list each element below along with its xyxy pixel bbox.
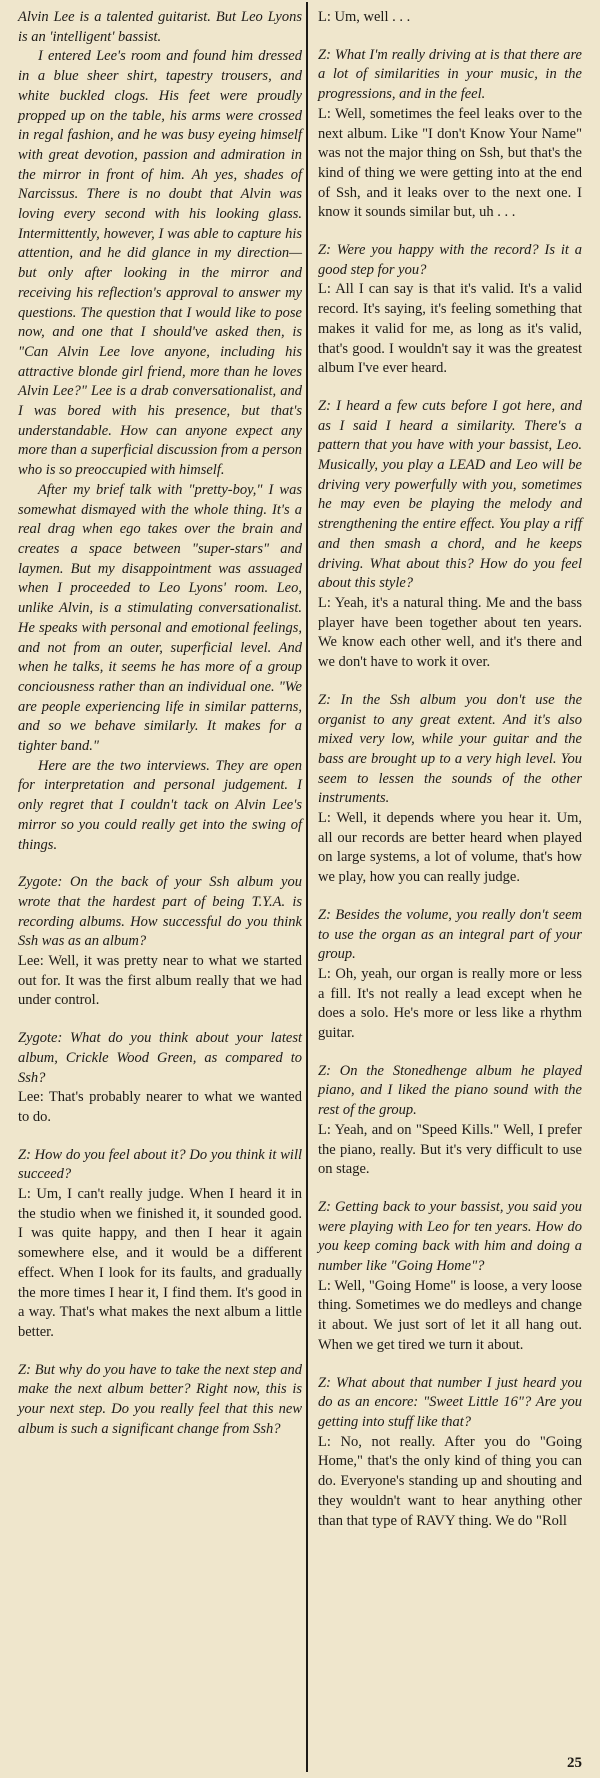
- answer: L: Um, well . . .: [318, 9, 411, 25]
- intro-paragraph: Here are the two interviews. They are open for interpretation and personal judgement. I only regret that I couldn't tack on Alvin Lee's mirror so you could really get into the swing of things.: [18, 757, 302, 853]
- question: Zygote: On the back of your Ssh album you wrote that the hardest part of being T.Y.A. is recording albums. How successful do you think Ssh was as an album?: [18, 874, 302, 950]
- qa-block: [318, 1062, 582, 1180]
- question: Z: Besides the volume, you really don't seem to use the organ as an integral part of your group.: [318, 906, 582, 963]
- answer: L: Well, sometimes the feel leaks over to the next album. Like "I don't Know Your Name" was not the major thing on Ssh, but that's the kind of thing we were getting into at the end of Ssh, and it leaks over to the next one. I know it sounds similar but, uh . . .: [318, 105, 582, 221]
- qa-block: [18, 1146, 302, 1343]
- answer: L: Um, I can't really judge. When I heard it in the studio when we finished it, it sounded good. I was quite happy, and then I hear it again somewhere else, and it would be a different effect. When I look for its faults, and gradually the more times I hear it, I find them. It's good in a way. That's what makes the next album a little better.: [18, 1186, 302, 1340]
- question: Z: Were you happy with the record? Is it a good step for you?: [318, 242, 582, 278]
- left-column: [18, 8, 302, 1440]
- answer: L: Oh, yeah, our organ is really more or less a fill. It's not really a lead except when he does a solo. He's more or less like a rhythm guitar.: [318, 965, 582, 1042]
- right-column: [318, 8, 582, 1531]
- answer: L: No, not really. After you do "Going Home," that's the only kind of thing you can do. Everyone's standing up and shouting and they wouldn't want to hear anything other than that type of RAVY thing. We do "Roll: [318, 1433, 582, 1529]
- answer: Lee: That's probably nearer to what we wanted to do.: [18, 1089, 302, 1125]
- qa-block: [18, 873, 302, 1011]
- question: Z: Getting back to your bassist, you said you were playing with Leo for ten years. How do you keep coming back with him and doing a number like "Going Home"?: [318, 1198, 582, 1275]
- question: Z: How do you feel about it? Do you think it will succeed?: [18, 1146, 302, 1183]
- page-number: 25: [567, 1755, 582, 1771]
- answer: L: Well, it depends where you hear it. Um, all our records are better heard when played on large systems, a lot of volume, that's how we play, how you can really judge.: [318, 810, 582, 886]
- column-divider: [306, 2, 308, 1772]
- qa-block: [318, 1374, 582, 1532]
- question: Zygote: What do you think about your latest album, Crickle Wood Green, as compared to Ssh?: [18, 1030, 302, 1086]
- intro-paragraph: Alvin Lee is a talented guitarist. But Leo Lyons is an 'intelligent' bassist.: [18, 9, 302, 45]
- answer: L: Yeah, it's a natural thing. Me and the bass player have been together about ten years. We know each other well, and it's there and we don't have to work it over.: [318, 594, 582, 671]
- intro-paragraph: I entered Lee's room and found him dressed in a blue sheer shirt, tapestry trousers, and white buckled clogs. His feet were proudly propped up on the table, his arms were crossed in regal fashion, and he was busy eyeing himself with great devotion, passion and admiration in the mirror in front of him. Ah yes, shades of Narcissus. There is no doubt that Alvin was loving every second with his looking glass. Intermittently, however, I was able to capture his attention, and he did glance in my direction—but only after looking in the mirror and receiving his reflection's approval to answer my questions. The question that I would like to pose now, and one that I should've asked then, is "Can Alvin Lee love anyone, including his attractive blonde girl friend, more than he loves Alvin Lee?" Lee is a drab conversationalist, and I was bored with his presence, but that's understandable. How can anyone expect any more than a superficial discussion from a person who is so preoccupied with himself.: [18, 48, 302, 479]
- qa-block: [318, 691, 582, 888]
- qa-block: [318, 241, 582, 379]
- qa-block: [318, 46, 582, 223]
- answer: Lee: Well, it was pretty near to what we started out for. It was the first album really that we had under control.: [18, 953, 302, 1009]
- question: Z: On the Stonedhenge album he played piano, and I liked the piano sound with the rest of the group.: [318, 1062, 582, 1119]
- qa-block: [318, 397, 582, 673]
- qa-block: [18, 1361, 302, 1440]
- question: Z: In the Ssh album you don't use the organist to any great extent. And it's also mixed very low, while your guitar and the bass are brought up to a very high level. You seem to lessen the sounds of the other instruments.: [318, 691, 582, 807]
- intro-paragraph: After my brief talk with "pretty-boy," I was somewhat dismayed with the whole thing. It's a real drag when ego takes over the brain and creates a space between "super-stars" and laymen. But my disappointment was assuaged when I proceeded to Leo Lyons' room. Leo, unlike Alvin, is a stimulating conversationalist. He speaks with personal and emotional feelings, and not from an outer, superficial level. And when he talks, it seems he has more of a group conciousness rather than an individual one. "We are people experiencing life in similar patterns, and so we behave similarly. It makes for a tighter band.": [18, 481, 302, 755]
- intro-text: [18, 8, 302, 855]
- question: Z: But why do you have to take the next step and make the next album better? Right now, this is your next step. Do you really feel that this new album is such a significant change from Ssh?: [18, 1361, 302, 1437]
- question: Z: What about that number I just heard you do as an encore: "Sweet Little 16"? Are you getting into stuff like that?: [318, 1374, 582, 1430]
- qa-block: [318, 8, 582, 28]
- question: Z: What I'm really driving at is that there are a lot of similarities in your music, in the progressions, and in the feel.: [318, 46, 582, 103]
- question: Z: I heard a few cuts before I got here, and as I said I heard a similarity. There's a pattern that you have with your bassist, Leo. Musically, you play a LEAD and Leo will be driving very powerfully with you, sometimes he may even be playing the melody and strengthening the entire effect. You play a riff and then smash a chord, and he keeps driving. What about this? How do you feel about this style?: [318, 397, 582, 592]
- answer: L: All I can say is that it's valid. It's a valid record. It's saying, it's feeling something that makes it valid for me, as long as it's valid, that's good. I wouldn't say it was the greatest album I've ever heard.: [318, 281, 582, 377]
- answer: L: Yeah, and on "Speed Kills." Well, I prefer the piano, really. But it's very difficult to use on stage.: [318, 1121, 582, 1178]
- qa-block: [318, 906, 582, 1044]
- qa-block: [18, 1029, 302, 1128]
- qa-block: [318, 1198, 582, 1356]
- answer: L: Well, "Going Home" is loose, a very loose thing. Sometimes we do medleys and change it about. We just sort of let it all hang out. When we get tired we turn it about.: [318, 1277, 582, 1353]
